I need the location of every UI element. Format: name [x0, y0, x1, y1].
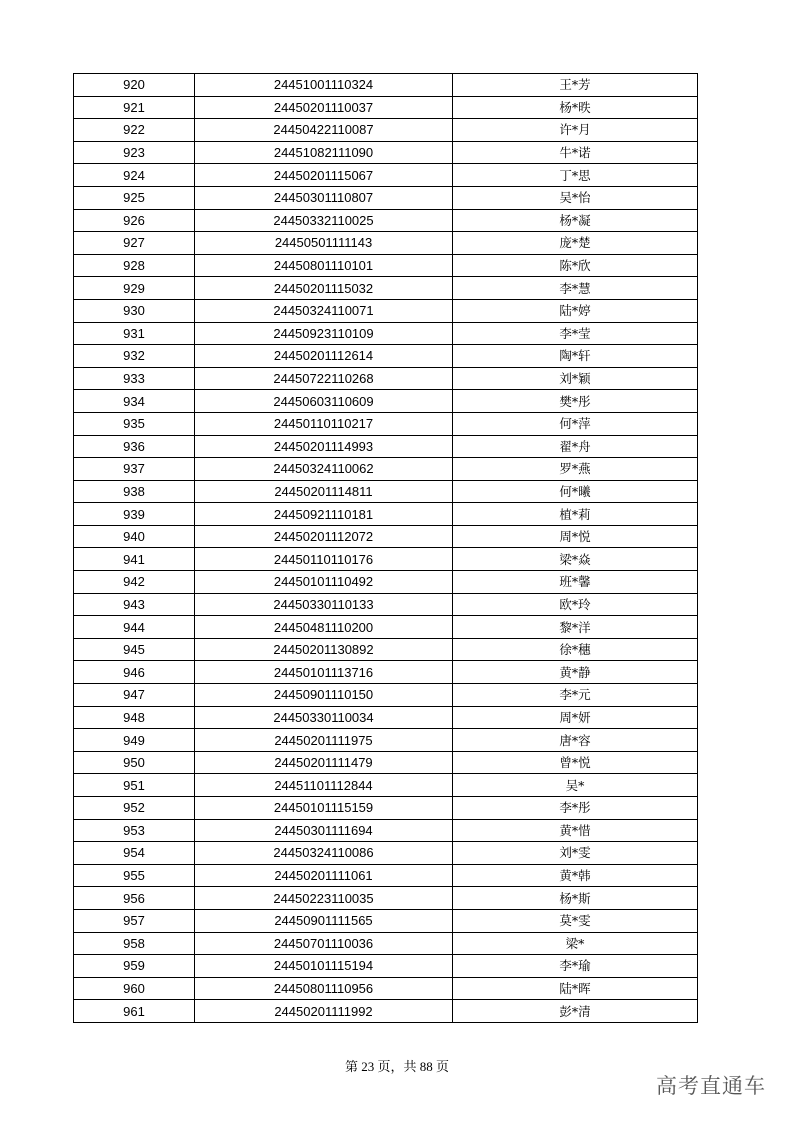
row-number: 939 — [74, 503, 195, 526]
table-row — [74, 842, 698, 865]
candidate-name: 王*芳 — [453, 74, 698, 97]
candidate-name: 陈*欣 — [453, 254, 698, 277]
row-number: 950 — [74, 751, 195, 774]
candidate-name: 杨*昳 — [453, 96, 698, 119]
candidate-name: 吴* — [453, 774, 698, 797]
candidate-id: 24450201110037 — [195, 96, 453, 119]
candidate-id: 24450201111975 — [195, 729, 453, 752]
row-number: 936 — [74, 435, 195, 458]
row-number: 923 — [74, 141, 195, 164]
candidate-id: 24451001110324 — [195, 74, 453, 97]
candidate-id: 24450201111479 — [195, 751, 453, 774]
table-row — [74, 119, 698, 142]
table-row — [74, 571, 698, 594]
candidate-id: 24450722110268 — [195, 367, 453, 390]
row-number: 956 — [74, 887, 195, 910]
candidate-name: 樊*彤 — [453, 390, 698, 413]
row-number: 944 — [74, 616, 195, 639]
candidate-id: 24450201112072 — [195, 525, 453, 548]
candidate-id: 24450101110492 — [195, 571, 453, 594]
table-row — [74, 209, 698, 232]
candidate-name: 牛*诺 — [453, 141, 698, 164]
candidate-name: 欧*玲 — [453, 593, 698, 616]
candidate-name: 翟*舟 — [453, 435, 698, 458]
row-number: 934 — [74, 390, 195, 413]
candidate-id: 24450110110176 — [195, 548, 453, 571]
table-row — [74, 74, 698, 97]
candidate-id: 24450324110062 — [195, 458, 453, 481]
table-row — [74, 480, 698, 503]
candidate-id: 24450101113716 — [195, 661, 453, 684]
table-row — [74, 548, 698, 571]
row-number: 958 — [74, 932, 195, 955]
row-number: 952 — [74, 797, 195, 820]
candidate-id: 24450332110025 — [195, 209, 453, 232]
table-row — [74, 729, 698, 752]
candidate-name: 梁*焱 — [453, 548, 698, 571]
candidate-name: 唐*容 — [453, 729, 698, 752]
candidate-name: 徐*穗 — [453, 638, 698, 661]
table-row — [74, 345, 698, 368]
row-number: 941 — [74, 548, 195, 571]
candidate-name: 陆*晖 — [453, 977, 698, 1000]
candidate-name: 丁*思 — [453, 164, 698, 187]
candidate-name: 何*曦 — [453, 480, 698, 503]
candidate-name: 梁* — [453, 932, 698, 955]
candidate-name: 莫*雯 — [453, 909, 698, 932]
table-row — [74, 390, 698, 413]
row-number: 931 — [74, 322, 195, 345]
candidate-id: 24450201114993 — [195, 435, 453, 458]
candidate-id: 24450223110035 — [195, 887, 453, 910]
table-row — [74, 141, 698, 164]
candidate-name: 杨*斯 — [453, 887, 698, 910]
candidate-name: 班*馨 — [453, 571, 698, 594]
candidate-id: 24450701110036 — [195, 932, 453, 955]
candidate-name: 李*莹 — [453, 322, 698, 345]
table-row — [74, 254, 698, 277]
row-number: 937 — [74, 458, 195, 481]
candidate-id: 24450501111143 — [195, 232, 453, 255]
row-number: 932 — [74, 345, 195, 368]
row-number: 925 — [74, 186, 195, 209]
row-number: 945 — [74, 638, 195, 661]
candidate-id: 24451082111090 — [195, 141, 453, 164]
row-number: 922 — [74, 119, 195, 142]
candidate-id: 24450923110109 — [195, 322, 453, 345]
row-number: 948 — [74, 706, 195, 729]
row-number: 924 — [74, 164, 195, 187]
candidate-name: 庞*楚 — [453, 232, 698, 255]
row-number: 928 — [74, 254, 195, 277]
candidate-id: 24451101112844 — [195, 774, 453, 797]
row-number: 957 — [74, 909, 195, 932]
table-row — [74, 367, 698, 390]
row-number: 921 — [74, 96, 195, 119]
candidate-id: 24450603110609 — [195, 390, 453, 413]
candidate-name: 刘*颖 — [453, 367, 698, 390]
candidate-name: 周*悦 — [453, 525, 698, 548]
candidate-id: 24450921110181 — [195, 503, 453, 526]
candidate-name: 杨*凝 — [453, 209, 698, 232]
candidate-id: 24450901110150 — [195, 684, 453, 707]
candidate-id: 24450201130892 — [195, 638, 453, 661]
candidate-id: 24450324110086 — [195, 842, 453, 865]
row-number: 961 — [74, 1000, 195, 1023]
table-row — [74, 751, 698, 774]
candidate-id: 24450201111992 — [195, 1000, 453, 1023]
candidate-id: 24450481110200 — [195, 616, 453, 639]
row-number: 951 — [74, 774, 195, 797]
row-number: 942 — [74, 571, 195, 594]
row-number: 935 — [74, 412, 195, 435]
candidate-name: 黄*惜 — [453, 819, 698, 842]
row-number: 954 — [74, 842, 195, 865]
candidate-id: 24450801110101 — [195, 254, 453, 277]
row-number: 927 — [74, 232, 195, 255]
candidate-id: 24450422110087 — [195, 119, 453, 142]
row-number: 920 — [74, 74, 195, 97]
table-row — [74, 774, 698, 797]
table-row — [74, 525, 698, 548]
row-number: 953 — [74, 819, 195, 842]
candidate-name: 曾*悦 — [453, 751, 698, 774]
candidate-id: 24450301111694 — [195, 819, 453, 842]
table-row — [74, 977, 698, 1000]
table-row — [74, 887, 698, 910]
table-row — [74, 412, 698, 435]
candidate-name: 周*妍 — [453, 706, 698, 729]
candidate-name: 李*彤 — [453, 797, 698, 820]
row-number: 943 — [74, 593, 195, 616]
table-row — [74, 909, 698, 932]
table-row — [74, 819, 698, 842]
table-row — [74, 661, 698, 684]
table-row — [74, 164, 698, 187]
table-row — [74, 616, 698, 639]
candidate-name: 黎*洋 — [453, 616, 698, 639]
table-body — [74, 74, 698, 1023]
table-row — [74, 232, 698, 255]
candidate-id: 24450101115159 — [195, 797, 453, 820]
candidate-id: 24450201115067 — [195, 164, 453, 187]
table-row — [74, 322, 698, 345]
candidate-id: 24450301110807 — [195, 186, 453, 209]
table-row — [74, 435, 698, 458]
table-row — [74, 593, 698, 616]
watermark-logo: 高考直通车 — [656, 1074, 766, 1098]
row-number: 938 — [74, 480, 195, 503]
table-row — [74, 186, 698, 209]
table-row — [74, 458, 698, 481]
candidate-id: 24450201112614 — [195, 345, 453, 368]
table-row — [74, 503, 698, 526]
table-row — [74, 955, 698, 978]
candidate-id: 24450201115032 — [195, 277, 453, 300]
table-row — [74, 277, 698, 300]
candidate-name: 彭*清 — [453, 1000, 698, 1023]
candidate-id: 24450201114811 — [195, 480, 453, 503]
row-number: 959 — [74, 955, 195, 978]
candidate-name: 陆*婷 — [453, 299, 698, 322]
candidate-id: 24450330110034 — [195, 706, 453, 729]
candidate-name: 吴*怡 — [453, 186, 698, 209]
row-number: 933 — [74, 367, 195, 390]
table-row — [74, 299, 698, 322]
table-row — [74, 684, 698, 707]
admission-list-table — [73, 73, 698, 1023]
candidate-name: 黄*韩 — [453, 864, 698, 887]
table-row — [74, 864, 698, 887]
row-number: 947 — [74, 684, 195, 707]
candidate-name: 李*元 — [453, 684, 698, 707]
row-number: 940 — [74, 525, 195, 548]
table-row — [74, 638, 698, 661]
candidate-name: 黄*静 — [453, 661, 698, 684]
page-footer: 第 23 页，共 88 页 — [344, 1059, 449, 1074]
candidate-id: 24450101115194 — [195, 955, 453, 978]
candidate-id: 24450901111565 — [195, 909, 453, 932]
table-row — [74, 96, 698, 119]
table-row — [74, 797, 698, 820]
candidate-id: 24450330110133 — [195, 593, 453, 616]
table-row — [74, 706, 698, 729]
row-number: 960 — [74, 977, 195, 1000]
table-row — [74, 1000, 698, 1023]
candidate-name: 许*月 — [453, 119, 698, 142]
row-number: 955 — [74, 864, 195, 887]
candidate-id: 24450201111061 — [195, 864, 453, 887]
candidate-name: 罗*燕 — [453, 458, 698, 481]
candidate-id: 24450801110956 — [195, 977, 453, 1000]
candidate-name: 何*萍 — [453, 412, 698, 435]
row-number: 930 — [74, 299, 195, 322]
candidate-name: 植*莉 — [453, 503, 698, 526]
candidate-name: 刘*雯 — [453, 842, 698, 865]
row-number: 949 — [74, 729, 195, 752]
row-number: 946 — [74, 661, 195, 684]
candidate-name: 陶*轩 — [453, 345, 698, 368]
candidate-id: 24450110110217 — [195, 412, 453, 435]
table-row — [74, 932, 698, 955]
candidate-name: 李*慧 — [453, 277, 698, 300]
row-number: 926 — [74, 209, 195, 232]
row-number: 929 — [74, 277, 195, 300]
candidate-name: 李*瑜 — [453, 955, 698, 978]
candidate-id: 24450324110071 — [195, 299, 453, 322]
